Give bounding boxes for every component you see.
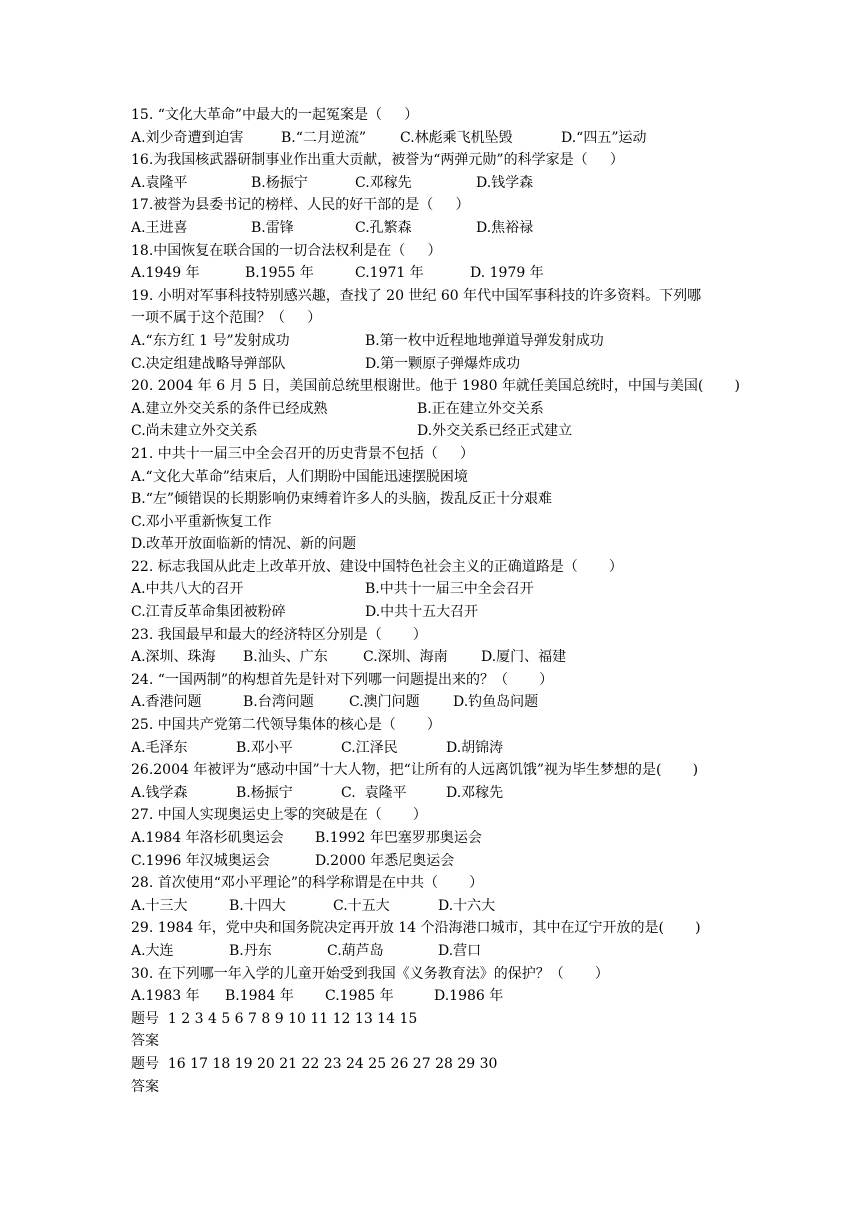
question-stem: 30. 在下列哪一年入学的儿童开始受到我国《义务教育法》的保护？（ ）: [131, 965, 609, 982]
option-row: [131, 262, 771, 285]
option: B.1984 年: [225, 988, 294, 1005]
option-row: [131, 601, 771, 624]
option: A.大连: [131, 942, 174, 959]
question-stem: 23. 我国最早和最大的经济特区分别是（ ）: [131, 626, 427, 643]
option: B.中共十一届三中全会召开: [365, 581, 534, 598]
option: B.汕头、广东: [243, 649, 328, 666]
option: D.焦裕禄: [476, 219, 534, 236]
option: C.葫芦岛: [327, 942, 384, 959]
option: C.十五大: [333, 897, 390, 914]
question-stem: 21. 中共十一届三中全会召开的历史背景不包括（ ）: [131, 445, 474, 462]
option: D.营口: [438, 942, 482, 959]
option: B.1992 年巴塞罗那奥运会: [315, 830, 482, 846]
option: B.丹东: [229, 942, 272, 959]
option-row: [131, 578, 771, 601]
option: A.十三大: [131, 897, 188, 914]
option: A.刘少奇遭到迫害: [131, 129, 244, 146]
question-stem: 25. 中国共产党第二代领导集体的核心是（ ）: [131, 717, 441, 734]
option: A.建立外交关系的条件已经成熟: [131, 400, 328, 417]
question-stem: 22. 标志我国从此走上改革开放、建设中国特色社会主义的正确道路是（ ）: [131, 558, 623, 575]
option: D.1986 年: [434, 988, 504, 1005]
option: C.林彪乘飞机坠毁: [400, 129, 513, 146]
question-stem: 17.被誉为县委书记的榜样、人民的好干部的是（ ）: [131, 197, 470, 214]
option: A.毛泽东: [131, 739, 188, 756]
option: C.1985 年: [325, 988, 394, 1005]
option: D.外交关系已经正式建立: [417, 423, 573, 440]
option: B.杨振宁: [251, 174, 308, 191]
option: B.雷锋: [251, 219, 294, 236]
option: A.1983 年: [131, 988, 200, 1005]
option: C.决定组建战略导弹部队: [131, 355, 286, 372]
option-row: [131, 646, 771, 669]
option-row: [131, 127, 771, 150]
option: C. 袁隆平: [341, 784, 407, 801]
option: C.尚未建立外交关系: [131, 423, 258, 440]
option: C.1971 年: [355, 265, 424, 282]
option: D. 1979 年: [470, 265, 544, 282]
option-row: [131, 827, 771, 850]
option: D.钱学森: [476, 174, 534, 191]
option-row: [131, 330, 771, 353]
document-body: [131, 104, 771, 1098]
answer-table-header-row: 题号 16 17 18 19 20 21 22 23 24 25 26 27 28 29 30: [131, 1055, 498, 1072]
option: D.厦门、福建: [481, 649, 567, 666]
question-stem: 18.中国恢复在联合国的一切合法权利是在（ ）: [131, 242, 442, 259]
option: A.“文化大革命”结束后，人们期盼中国能迅速摆脱困境: [131, 468, 468, 485]
option-row: [131, 895, 771, 918]
option: D.2000 年悉尼奥运会: [315, 852, 455, 869]
question-stem: 24. “一国两制”的构想首先是针对下列哪一问题提出来的？（ ）: [131, 671, 554, 688]
option-row: [131, 398, 771, 421]
question-stem: 28. 首次使用“邓小平理论”的科学称谓是在中共（ ）: [131, 875, 484, 892]
question-stem: 29. 1984 年，党中央和国务院决定再开放 14 个沿海港口城市，其中在辽宁开放的是( ): [131, 920, 701, 937]
option: B.“左”倾错误的长期影响仍束缚着许多人的头脑，拨乱反正十分艰难: [131, 491, 553, 508]
option: D.中共十五大召开: [365, 604, 479, 621]
question-stem: 19. 小明对军事科技特别感兴趣，查找了 20 世纪 60 年代中国军事科技的许多资料。下列哪: [131, 287, 702, 304]
option: B.1955 年: [245, 265, 314, 282]
option: B.杨振宁: [236, 784, 293, 801]
option-row: [131, 782, 771, 805]
option: C.邓小平重新恢复工作: [131, 513, 272, 530]
option: C.1996 年汉城奥运会: [131, 852, 270, 869]
option: A.袁隆平: [131, 174, 188, 191]
option: C.江泽民: [341, 739, 398, 756]
option: C.江青反革命集团被粉碎: [131, 604, 286, 621]
question-stem-continued: 一项不属于这个范围？（ ）: [131, 310, 322, 327]
option: B.十四大: [229, 897, 286, 914]
option: C.深圳、海南: [363, 649, 448, 666]
option: B.“二月逆流”: [281, 129, 367, 146]
question-stem: 15. “文化大革命”中最大的一起冤案是（ ）: [131, 107, 419, 123]
option: D.胡锦涛: [446, 739, 504, 756]
option: A.1949 年: [131, 265, 200, 282]
option-row: [131, 172, 771, 195]
option-row: [131, 940, 771, 963]
option-row: [131, 985, 771, 1008]
option: B.正在建立外交关系: [417, 400, 544, 417]
option: C.孔繁森: [355, 219, 412, 236]
answer-table-answer-row: 答案: [131, 1078, 159, 1095]
option: A.中共八大的召开: [131, 581, 244, 598]
option: D.钓鱼岛问题: [453, 694, 539, 711]
question-stem: 20. 2004 年 6 月 5 日，美国前总统里根谢世。他于 1980 年就任美国总统时，中国与美国( ): [131, 378, 741, 395]
option: A.香港问题: [131, 694, 202, 711]
question-stem: 16.为我国核武器研制事业作出重大贡献，被誉为“两弹元勋”的科学家是（ ）: [131, 152, 624, 169]
option: D.改革开放面临新的情况、新的问题: [131, 536, 357, 553]
option-row: [131, 850, 771, 873]
answer-table-header-row: 题号 1 2 3 4 5 6 7 8 9 10 11 12 13 14 15: [131, 1010, 418, 1027]
option-row: [131, 420, 771, 443]
option: D.邓稼先: [446, 784, 504, 801]
question-stem: 27. 中国人实现奥运史上零的突破是在（ ）: [131, 807, 427, 824]
option: C.邓稼先: [355, 174, 412, 191]
option: A.钱学森: [131, 784, 188, 801]
option: D.十六大: [438, 897, 496, 914]
question-stem: 26.2004 年被评为“感动中国”十大人物，把“让所有的人远离饥饿”视为毕生梦想的是( ): [131, 762, 699, 779]
option: B.邓小平: [236, 739, 293, 756]
option: D.第一颗原子弹爆炸成功: [365, 355, 521, 372]
option: C.澳门问题: [349, 694, 420, 711]
option: B.台湾问题: [243, 694, 314, 711]
answer-table-answer-row: 答案: [131, 1033, 159, 1050]
option: B.第一枚中近程地地弹道导弹发射成功: [365, 332, 604, 349]
option-row: [131, 691, 771, 714]
option-row: [131, 353, 771, 376]
option: D.“四五”运动: [561, 129, 647, 146]
option: A.王进喜: [131, 219, 188, 236]
option-row: [131, 217, 771, 240]
option: A.1984 年洛杉矶奥运会: [131, 830, 284, 846]
option-row: [131, 737, 771, 760]
option: A.深圳、珠海: [131, 649, 216, 666]
option: A.“东方红 1 号”发射成功: [131, 332, 290, 349]
